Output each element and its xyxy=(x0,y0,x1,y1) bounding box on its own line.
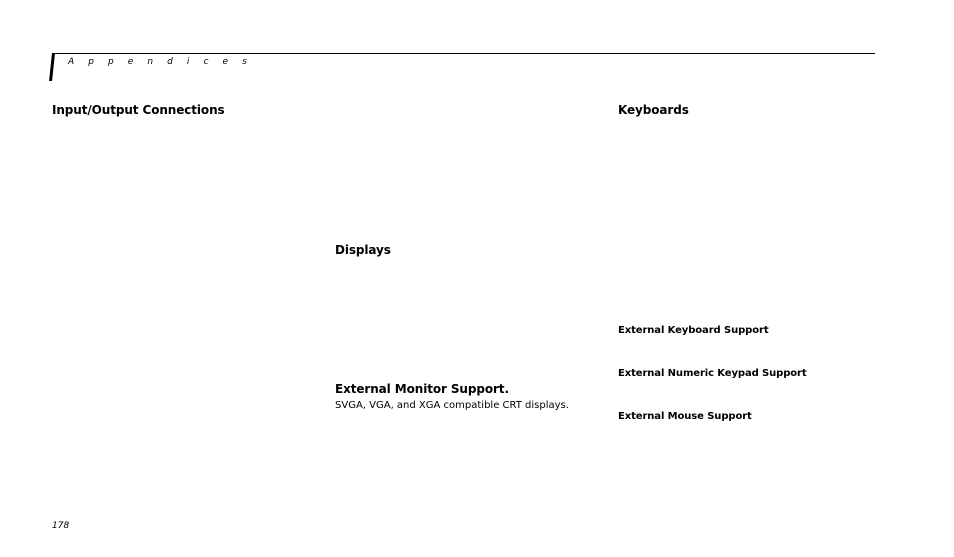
external-mouse-support-heading: External Mouse Support xyxy=(618,411,752,422)
input-output-connections-heading: Input/Output Connections xyxy=(52,103,225,117)
header-rule xyxy=(52,53,875,54)
running-head: A p p e n d i c e s xyxy=(68,57,253,67)
external-monitor-support-text: SVGA, VGA, and XGA compatible CRT displays. xyxy=(335,400,569,411)
keyboards-heading: Keyboards xyxy=(618,103,689,117)
external-keyboard-support-heading: External Keyboard Support xyxy=(618,325,769,336)
external-numeric-keypad-support-heading: External Numeric Keypad Support xyxy=(618,368,807,379)
header-corner-mark xyxy=(49,53,55,81)
displays-heading: Displays xyxy=(335,243,391,257)
page-number: 178 xyxy=(52,521,70,531)
external-monitor-support-heading: External Monitor Support. xyxy=(335,382,509,396)
